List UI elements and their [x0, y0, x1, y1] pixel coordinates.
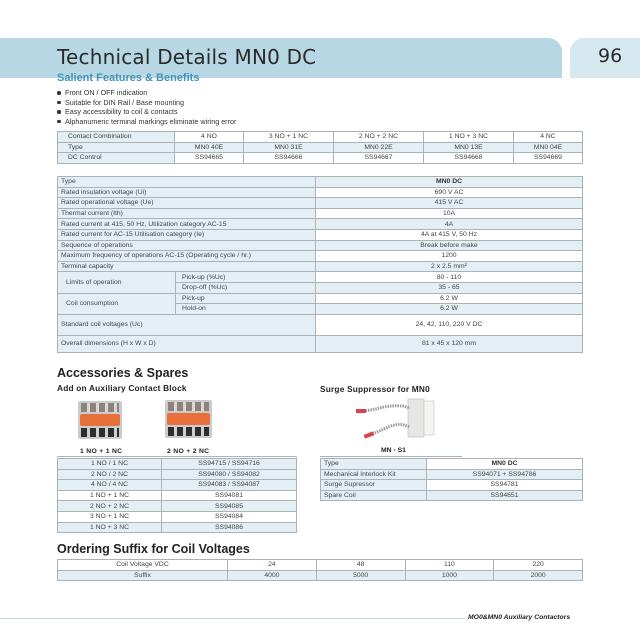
table-row — [58, 469, 297, 480]
table-cell: SS94669 — [513, 153, 582, 164]
row-label: 1 NO / 1 NC — [58, 459, 162, 470]
table-row — [58, 480, 297, 491]
surge-suppressor-heading: Surge Suppressor for MN0 — [320, 384, 430, 394]
table-cell: 690 V AC — [316, 187, 583, 198]
table-cell: 10A — [316, 208, 583, 219]
row-label: Rated current for AC-15 Utilisation category (Ie) — [58, 229, 316, 240]
table-cell: 110 — [405, 560, 494, 571]
table-row — [58, 240, 583, 251]
table-cell: SS94666 — [243, 153, 333, 164]
table-row — [58, 293, 583, 304]
divider — [57, 456, 297, 457]
footer-rule — [0, 618, 465, 619]
row-label: Rated operational voltage (Ue) — [58, 198, 316, 209]
sub-label: Pick-up — [176, 293, 316, 304]
table-row — [321, 469, 583, 480]
table-row — [58, 198, 583, 209]
row-label: Spare Coil — [321, 490, 427, 501]
table-row — [58, 522, 297, 533]
row-label: Thermal current (Ith) — [58, 208, 316, 219]
table-cell: SS94665 — [175, 153, 244, 164]
row-label: 4 NO / 4 NC — [58, 480, 162, 491]
table-cell: 2000 — [494, 570, 583, 581]
table-cell: SS94084 — [162, 511, 297, 522]
row-label: Mechanical Interlock Kit — [321, 469, 427, 480]
row-label: Overall dimensions (H x W x D) — [58, 335, 316, 352]
row-label: Coil consumption — [58, 293, 176, 314]
features-heading: Salient Features & Benefits — [57, 72, 200, 84]
row-label: Sequence of operations — [58, 240, 316, 251]
table-cell: 4 NO — [175, 132, 244, 143]
table-row — [58, 132, 583, 143]
feature-item: Front ON / OFF indication — [57, 88, 236, 98]
table-cell: 35 - 65 — [316, 282, 583, 293]
feature-item: Easy accessibility to coil & contacts — [57, 107, 236, 117]
specifications-table — [57, 176, 583, 353]
table-row — [58, 261, 583, 272]
table-cell: 4A — [316, 219, 583, 230]
table-cell: 24, 42, 110, 220 V DC — [316, 314, 583, 335]
row-label: Standard coil voltages (Uc) — [58, 314, 316, 335]
table-cell: 3 NO + 1 NC — [243, 132, 333, 143]
table-cell: 81 x 45 x 120 mm — [316, 335, 583, 352]
table-cell: 2 x 2.5 mm² — [316, 261, 583, 272]
row-label: Suffix — [58, 570, 228, 581]
table-cell: SS94651 — [427, 490, 583, 501]
aux-block-image-2no2nc — [165, 400, 212, 438]
table-row — [58, 335, 583, 352]
row-label: Limits of operation — [58, 272, 176, 293]
table-row — [58, 187, 583, 198]
contact-combination-table — [57, 131, 583, 164]
row-label: Surge Supressor — [321, 480, 427, 491]
table-cell: SS94080 / SS94082 — [162, 469, 297, 480]
page-title: Technical Details MN0 DC — [57, 45, 317, 69]
table-row — [321, 459, 583, 470]
table-cell: Break before make — [316, 240, 583, 251]
row-label: Type — [321, 459, 427, 470]
table-cell: 1200 — [316, 251, 583, 262]
table-row — [58, 142, 583, 153]
table-row — [58, 560, 583, 571]
table-cell: SS94086 — [162, 522, 297, 533]
table-row — [58, 272, 583, 283]
table-row — [58, 314, 583, 335]
table-cell: 5000 — [316, 570, 405, 581]
row-label: 1 NO + 1 NC — [58, 490, 162, 501]
table-row — [58, 229, 583, 240]
table-row — [58, 219, 583, 230]
table-row — [58, 208, 583, 219]
table-cell: SS94781 — [427, 480, 583, 491]
accessories-heading: Accessories & Spares — [57, 366, 189, 380]
spares-table — [320, 458, 583, 501]
table-cell: SS94071 + SS94786 — [427, 469, 583, 480]
row-label: 3 NO + 1 NC — [58, 511, 162, 522]
table-cell: 6.2 W — [316, 293, 583, 304]
row-label: Contact Combination — [58, 132, 175, 143]
table-row — [58, 153, 583, 164]
column-header: MN0 DC — [427, 459, 583, 470]
table-cell: 48 — [316, 560, 405, 571]
table-cell: 4A at 415 V, 50 Hz — [316, 229, 583, 240]
table-cell: SS94085 — [162, 501, 297, 512]
ordering-heading: Ordering Suffix for Coil Voltages — [57, 542, 250, 556]
table-cell: 220 — [494, 560, 583, 571]
aux-contact-block-table — [57, 458, 297, 533]
table-cell: MN0 22E — [333, 142, 423, 153]
row-label: Type — [58, 177, 316, 188]
aux-block-image-1no1nc — [78, 401, 122, 439]
table-cell: MN0 40E — [175, 142, 244, 153]
table-row — [58, 511, 297, 522]
table-cell: MN0 13E — [423, 142, 513, 153]
table-cell: SS94081 — [162, 490, 297, 501]
table-cell: 1000 — [405, 570, 494, 581]
feature-item: Suitable for DIN Rail / Base mounting — [57, 98, 236, 108]
table-cell: SS94668 — [423, 153, 513, 164]
row-label: Rated insulation voltage (Ui) — [58, 187, 316, 198]
row-label: Maximum frequency of operations AC-15 (Operating cycle / hr.) — [58, 251, 316, 262]
table-cell: 6.2 W — [316, 304, 583, 315]
table-row — [58, 177, 583, 188]
table-cell: MN0 04E — [513, 142, 582, 153]
image-caption: 1 NO + 1 NC — [80, 448, 123, 455]
sub-label: Pick-up (%Uc) — [176, 272, 316, 283]
table-row — [321, 480, 583, 491]
table-cell: 24 — [228, 560, 317, 571]
row-label: Rated current at 415, 50 Hz, Utilization category AC-15 — [58, 219, 316, 230]
row-label: DC Control — [58, 153, 175, 164]
table-row — [58, 501, 297, 512]
table-cell: 2 NO + 2 NC — [333, 132, 423, 143]
row-label: 1 NO + 3 NC — [58, 522, 162, 533]
row-label: Type — [58, 142, 175, 153]
table-cell: 4000 — [228, 570, 317, 581]
footer-caption: MO0&MN0 Auxiliary Contactors — [468, 614, 571, 621]
table-row — [58, 570, 583, 581]
table-cell: 1 NO + 3 NC — [423, 132, 513, 143]
image-caption: 2 NO + 2 NC — [167, 448, 210, 455]
page-number: 96 — [598, 45, 623, 67]
ordering-suffix-table — [57, 559, 583, 581]
table-cell: SS94667 — [333, 153, 423, 164]
divider — [320, 456, 462, 457]
table-cell: MN0 31E — [243, 142, 333, 153]
features-list — [57, 88, 236, 126]
sub-label: Drop-off (%Uc) — [176, 282, 316, 293]
row-label: Coil Voltage VDC — [58, 560, 228, 571]
table-row — [58, 459, 297, 470]
column-header: MN0 DC — [316, 177, 583, 188]
table-row — [58, 490, 297, 501]
table-row — [58, 251, 583, 262]
table-cell: SS94715 / SS94716 — [162, 459, 297, 470]
feature-item: Alphanumeric terminal markings eliminate wiring error — [57, 117, 236, 127]
row-label: Terminal capacity — [58, 261, 316, 272]
table-cell: 415 V AC — [316, 198, 583, 209]
image-caption: MN - S1 — [381, 447, 406, 454]
table-cell: 4 NC — [513, 132, 582, 143]
sub-label: Hold-on — [176, 304, 316, 315]
table-cell: SS94083 / SS94087 — [162, 480, 297, 491]
aux-block-heading: Add on Auxiliary Contact Block — [57, 383, 187, 393]
table-row — [321, 490, 583, 501]
row-label: 2 NO + 2 NC — [58, 501, 162, 512]
row-label: 2 NO / 2 NC — [58, 469, 162, 480]
surge-suppressor-image — [348, 397, 446, 441]
table-cell: 80 - 110 — [316, 272, 583, 283]
